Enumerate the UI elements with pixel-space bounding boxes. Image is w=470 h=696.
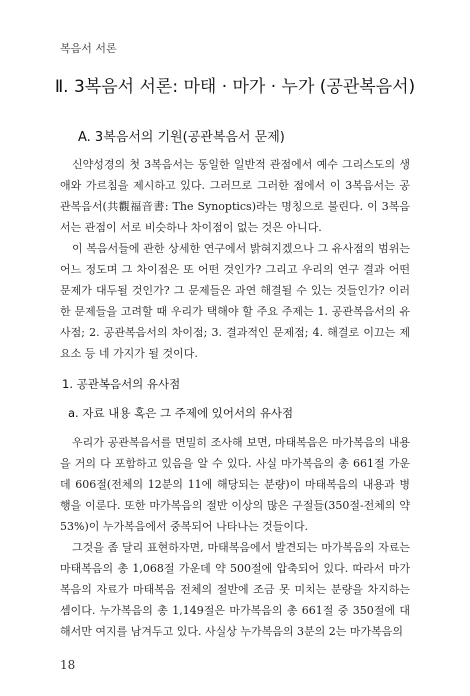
running-header: 복음서 서론 xyxy=(60,42,117,55)
sub-subsection-heading: a. 자료 내용 혹은 그 주제에 있어서의 유사점 xyxy=(68,406,294,420)
paragraph: 우리가 공관복음서를 면밀히 조사해 보면, 마태복음은 마가복음의 내용을 거의 다 포함하고 있음을 알 수 있다. 사실 마가복음의 총 661절 가운데 606절(전체의 12분의 11에 해당되는 분량)이 마태복음의 내용과 병행을 이룬다. 또한 마가복음의 절반 이상의 많은 구절들(350절-전체의 약 53%)이 누가복음에서 중복되어 나타나는 것들이다. xyxy=(60,436,410,533)
body-text-top xyxy=(60,154,410,364)
paragraph: 이 복음서들에 관한 상세한 연구에서 밝혀지겠으나 그 유사점의 범위는 어느 정도며 그 차이점은 또 어떤 것인가? 그리고 우리의 연구 결과 어떤 문제가 대두될 것인가? 그 문제들은 과연 해결될 수 있는 것들인가? 이러한 문제들을 고려할 때 우리가 택해야 할 주요 주제는 1. 공관복음서의 유사점; 2. 공관복음서의 차이점; 3. 결과적인 문제점; 4. 해결로 이끄는 제 요소 등 네 가지가 될 것이다. xyxy=(60,242,410,360)
paragraph: 신약성경의 첫 3복음서는 동일한 일반적 관점에서 예수 그리스도의 생애와 가르침을 제시하고 있다. 그러므로 그러한 점에서 이 3복음서는 공관복음서(共觀福音書: The Synoptics)라는 명칭으로 불린다. 이 3복음서는 관점이 서로 비슷하나 차이점이 없는 것은 아니다. xyxy=(60,158,410,234)
page-number: 18 xyxy=(60,658,76,672)
subsection-heading: 1. 공관복음서의 유사점 xyxy=(62,377,181,391)
paragraph: 그것을 좀 달리 표현하자면, 마태복음에서 발견되는 마가복음의 자료는 마태복음의 총 1,068절 가운데 약 500절에 압축되어 있다. 따라서 마가복음의 자료가 마태복음 전체의 절반에 조금 못 미치는 분량을 차지하는 셈이다. 누가복음의 총 1,149절은 마가복음의 총 661절 중 350절에 대해서만 여지를 남겨두고 있다. 사실상 누가복음의 3분의 2는 마가복음의 xyxy=(60,541,410,638)
body-text-bottom xyxy=(60,432,410,642)
chapter-title: Ⅱ. 3복음서 서론: 마태 · 마가 · 누가 (공관복음서) xyxy=(54,77,416,97)
section-title: A. 3복음서의 기원(공관복음서 문제) xyxy=(78,130,285,145)
